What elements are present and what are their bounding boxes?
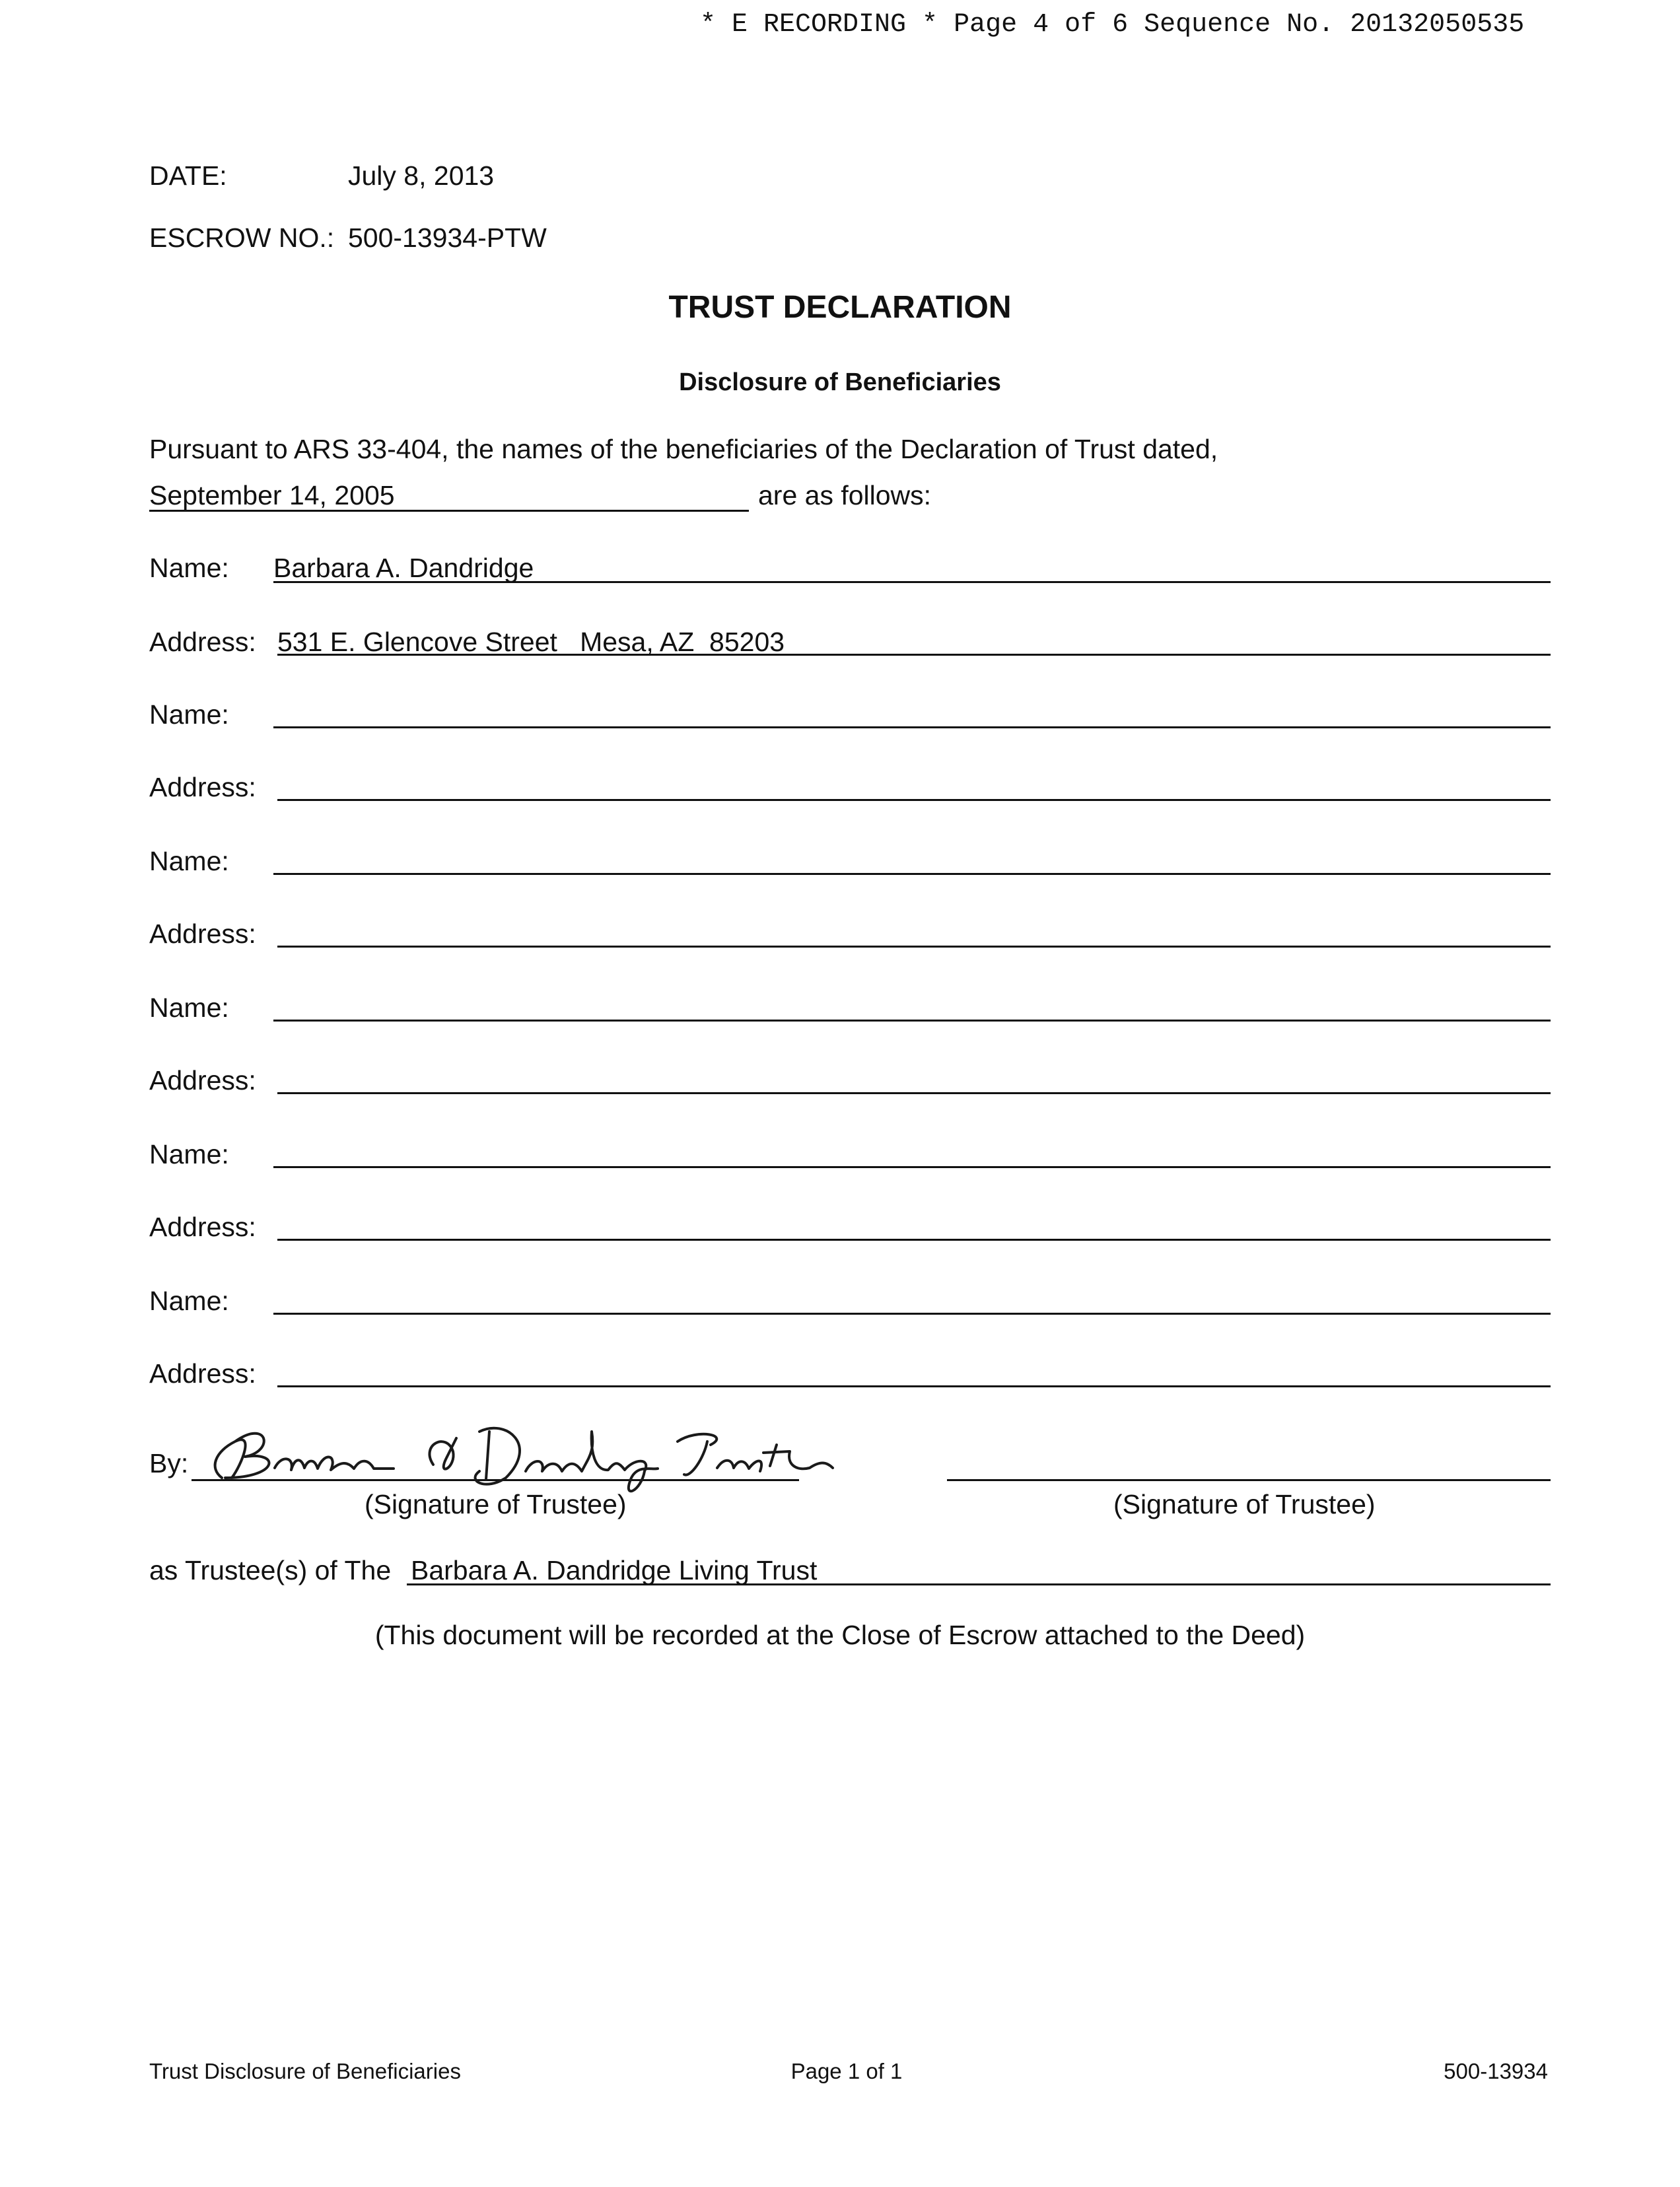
beneficiary-name: Barbara A. Dandridge (273, 553, 534, 583)
name-underline (273, 1166, 1551, 1168)
address-label: Address: (149, 1358, 256, 1389)
intro-text: Pursuant to ARS 33-404, the names of the beneficiaries of the Declaration of Trust dated, (149, 434, 1218, 464)
escrow-label: ESCROW NO.: (149, 223, 335, 253)
trust-date-value: September 14, 2005 (149, 480, 395, 510)
signature-caption-right: (Signature of Trustee) (1113, 1489, 1376, 1519)
address-underline (277, 946, 1551, 948)
address-label: Address: (149, 919, 256, 949)
trust-name-underline (407, 1583, 1551, 1585)
by-label: By: (149, 1448, 189, 1478)
name-label: Name: (149, 1139, 229, 1169)
address-label: Address: (149, 1065, 256, 1095)
address-underline (277, 654, 1551, 656)
address-underline (277, 1385, 1551, 1387)
footer-right: 500-13934 (1444, 2059, 1548, 2083)
name-label: Name: (149, 846, 229, 876)
date-value: July 8, 2013 (348, 160, 495, 191)
address-underline (277, 1239, 1551, 1241)
trust-name-value: Barbara A. Dandridge Living Trust (411, 1555, 818, 1585)
page-subtitle: Disclosure of Beneficiaries (679, 368, 1001, 396)
footer-left: Trust Disclosure of Beneficiaries (149, 2059, 461, 2083)
signature-caption-left: (Signature of Trustee) (365, 1489, 627, 1519)
date-label: DATE: (149, 160, 227, 191)
address-underline (277, 799, 1551, 801)
address-underline (277, 1092, 1551, 1094)
trust-date-underline (149, 510, 749, 512)
escrow-value: 500-13934-PTW (348, 223, 547, 253)
name-underline (273, 1313, 1551, 1315)
name-underline (273, 1020, 1551, 1022)
name-label: Name: (149, 699, 229, 730)
name-underline (273, 581, 1551, 583)
recording-header: * E RECORDING * Page 4 of 6 Sequence No. 20132050535 (700, 10, 1525, 40)
address-label: Address: (149, 1212, 256, 1242)
name-label: Name: (149, 1286, 229, 1316)
address-label: Address: (149, 772, 256, 802)
trustee-of-label: as Trustee(s) of The (149, 1555, 392, 1585)
address-label: Address: (149, 627, 256, 657)
name-underline (273, 726, 1551, 728)
recording-note: (This document will be recorded at the Close of Escrow attached to the Deed) (374, 1620, 1306, 1650)
beneficiary-address: 531 E. Glencove Street Mesa, AZ 85203 (277, 627, 785, 657)
name-label: Name: (149, 553, 229, 583)
page-title: TRUST DECLARATION (668, 290, 1012, 325)
signature-line-right (947, 1479, 1551, 1481)
intro-suffix: are as follows: (758, 480, 932, 510)
name-label: Name: (149, 992, 229, 1023)
footer-page-number: Page 1 of 1 (790, 2059, 903, 2083)
name-underline (273, 873, 1551, 875)
